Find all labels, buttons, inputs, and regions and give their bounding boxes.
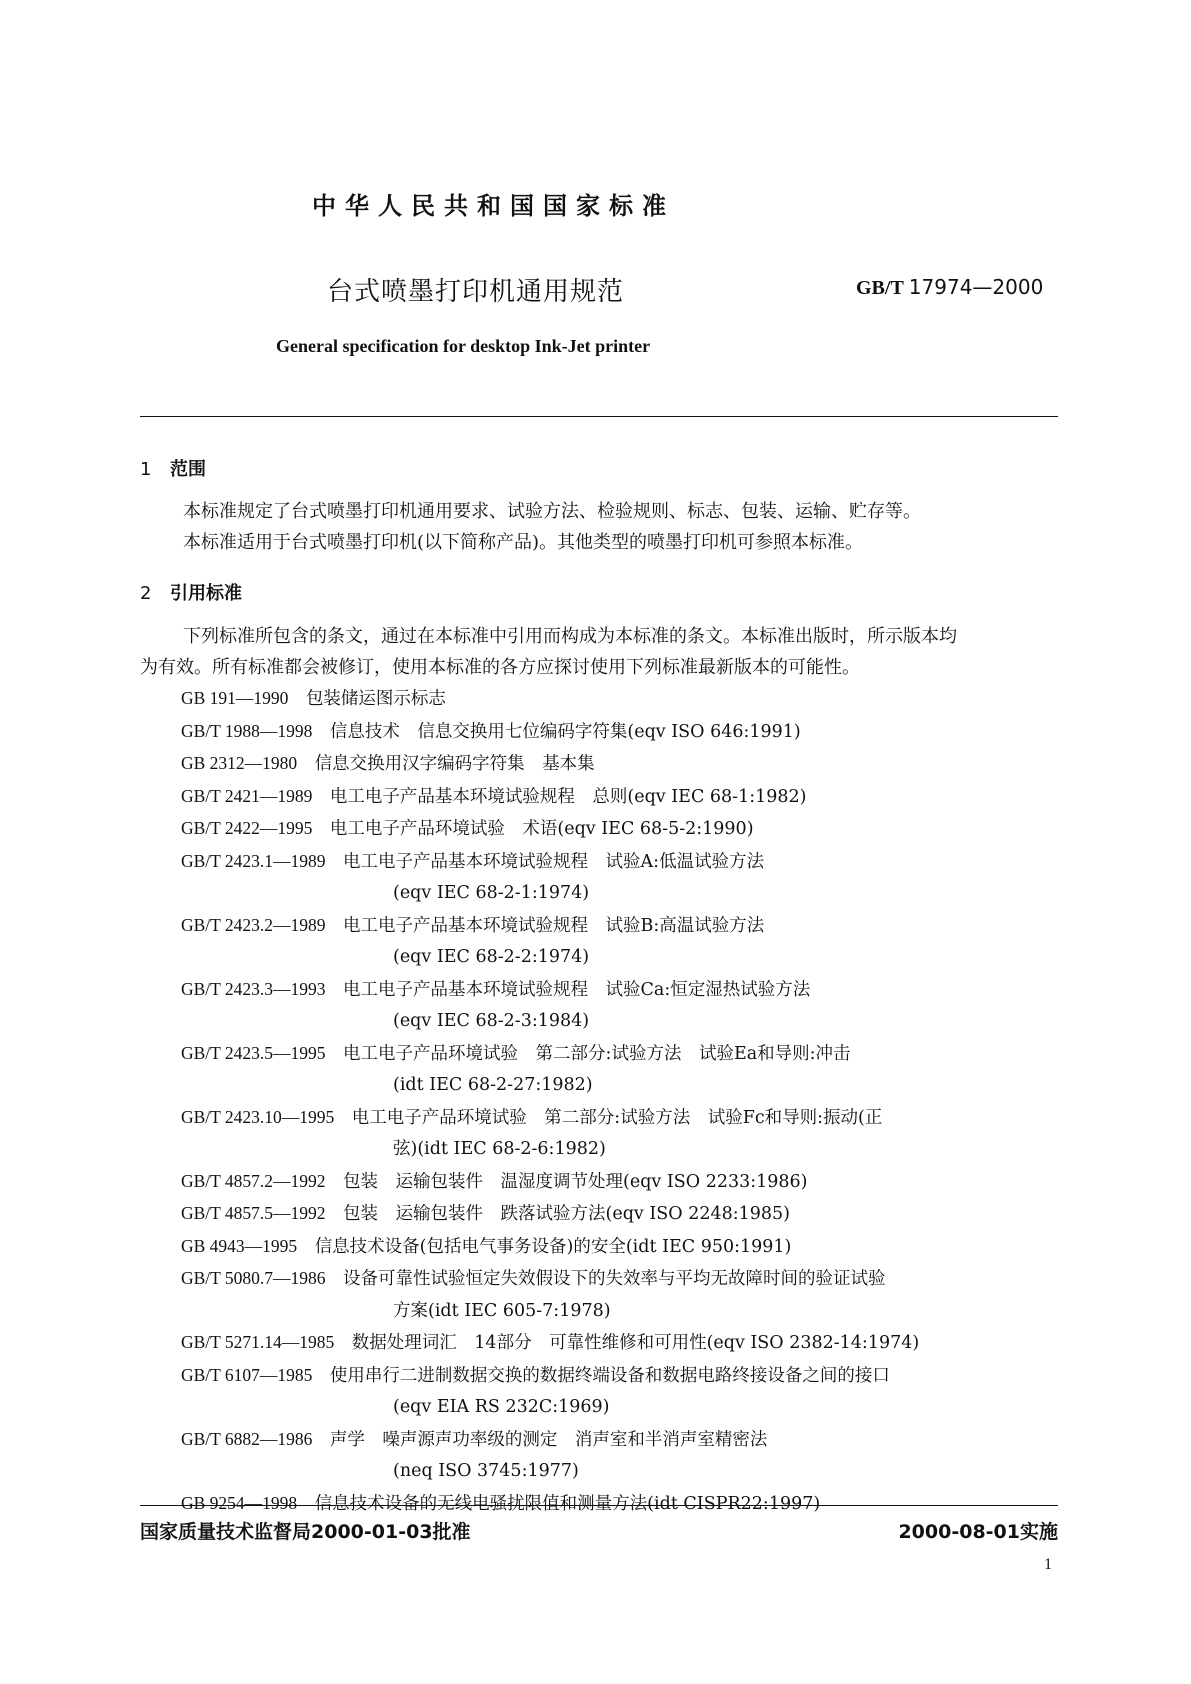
reference-code: GB/T 4857.5—1992 [181, 1203, 326, 1223]
page-number: 1 [1044, 1556, 1052, 1573]
reference-code: GB 191—1990 [181, 688, 289, 708]
reference-title: 信息技术设备(包括电气事务设备)的安全(idt IEC 950:1991) [314, 1236, 792, 1257]
reference-item [181, 910, 1061, 974]
reference-code: GB/T 4857.2—1992 [181, 1170, 326, 1191]
reference-item [181, 1231, 1061, 1264]
reference-code: GB/T 2423.2—1989 [181, 914, 326, 935]
reference-item [181, 1198, 1061, 1231]
section-1-paragraph: 本标准适用于台式喷墨打印机(以下简称产品)。其他类型的喷墨打印机可参照本标准。 [183, 532, 864, 553]
reference-code: GB/T 5271.14—1985 [181, 1332, 335, 1352]
reference-code: GB/T 5080.7—1986 [181, 1268, 326, 1288]
reference-item [181, 1263, 1061, 1327]
reference-list [181, 683, 1061, 1520]
header-divider [140, 416, 1058, 417]
reference-item [181, 781, 1061, 814]
reference-continuation: (neq ISO 3745:1977) [393, 1461, 579, 1481]
reference-item [181, 1166, 1061, 1199]
reference-item [181, 1327, 1061, 1360]
reference-title: 信息技术 信息交换用七位编码字符集(eqv ISO 646:1991) [329, 721, 801, 742]
reference-continuation: 方案(idt IEC 605-7:1978) [393, 1300, 611, 1321]
section-number: 2 [140, 583, 152, 604]
reference-code: GB/T 1988—1998 [181, 720, 313, 741]
reference-code: GB/T 2423.3—1993 [181, 978, 326, 999]
reference-code: GB/T 2422—1995 [181, 818, 313, 838]
reference-title: 声学 噪声源声功率级的测定 消声室和半消声室精密法 [329, 1429, 768, 1450]
reference-continuation: (eqv EIA RS 232C:1969) [393, 1397, 610, 1417]
section-title: 范围 [170, 459, 206, 480]
reference-code: GB/T 6882—1986 [181, 1428, 313, 1449]
reference-code: GB/T 2423.10—1995 [181, 1106, 335, 1127]
reference-title: 信息技术设备的无线电骚扰限值和测量方法(idt CISPR22:1997) [314, 1493, 821, 1514]
reference-continuation: (idt IEC 68-2-27:1982) [393, 1075, 593, 1095]
reference-item [181, 1424, 1061, 1488]
standard-number [856, 275, 1043, 300]
effective-date: 2000-08-01实施 [898, 1521, 1058, 1543]
reference-title: 电工电子产品环境试验 第二部分:试验方法 试验Ea和导则:冲击 [343, 1043, 851, 1064]
reference-continuation: (eqv IEC 68-2-3:1984) [393, 1011, 590, 1031]
reference-item [181, 813, 1061, 846]
section-number: 1 [140, 459, 152, 480]
approval-date: 国家质量技术监督局2000-01-03批准 [140, 1521, 471, 1543]
reference-title: 电工电子产品基本环境试验规程 总则(eqv IEC 68-1:1982) [329, 786, 807, 807]
section-title: 引用标准 [170, 583, 242, 604]
standard-code: 17974—2000 [908, 275, 1044, 299]
national-standard-title: 中华人民共和国国家标准 [312, 192, 675, 220]
reference-item [181, 974, 1061, 1038]
section-1-heading [140, 455, 206, 481]
section-2-heading [140, 579, 242, 605]
section-2-intro: 下列标准所包含的条文，通过在本标准中引用而构成为本标准的条文。本标准出版时，所示版本均 [183, 626, 957, 647]
reference-continuation: (eqv IEC 68-2-2:1974) [393, 947, 590, 967]
reference-title: 数据处理词汇 14部分 可靠性维修和可用性(eqv ISO 2382-14:1974) [351, 1333, 920, 1353]
reference-title: 电工电子产品环境试验 术语(eqv IEC 68-5-2:1990) [329, 819, 754, 839]
reference-title: 电工电子产品基本环境试验规程 试验B:高温试验方法 [343, 915, 765, 936]
reference-code: GB 4943—1995 [181, 1235, 298, 1256]
reference-code: GB/T 6107—1985 [181, 1364, 313, 1385]
reference-item [181, 1102, 1061, 1166]
section-2-intro: 为有效。所有标准都会被修订，使用本标准的各方应探讨使用下列标准最新版本的可能性。 [140, 657, 860, 678]
english-title: General specification for desktop Ink-Jet printer [276, 336, 651, 356]
document-title: 台式喷墨打印机通用规范 [327, 277, 625, 307]
reference-title: 电工电子产品环境试验 第二部分:试验方法 试验Fc和导则:振动(正 [351, 1107, 883, 1128]
reference-item [181, 846, 1061, 910]
reference-item [181, 683, 1061, 716]
reference-title: 包装 运输包装件 跌落试验方法(eqv ISO 2248:1985) [343, 1204, 790, 1224]
reference-title: 包装 运输包装件 温湿度调节处理(eqv ISO 2233:1986) [343, 1171, 808, 1192]
reference-item [181, 1360, 1061, 1424]
reference-item [181, 716, 1061, 749]
reference-title: 包装储运图示标志 [305, 689, 446, 709]
footer-divider [140, 1505, 1058, 1506]
section-1-paragraph: 本标准规定了台式喷墨打印机通用要求、试验方法、检验规则、标志、包装、运输、贮存等。 [183, 501, 921, 522]
reference-item [181, 748, 1061, 781]
reference-code: GB/T 2423.1—1989 [181, 850, 326, 871]
reference-title: 信息交换用汉字编码字符集 基本集 [314, 754, 595, 774]
reference-title: 使用串行二进制数据交换的数据终端设备和数据电路终接设备之间的接口 [329, 1365, 890, 1386]
reference-code: GB/T 2421—1989 [181, 785, 313, 806]
standard-prefix: GB/T [856, 277, 904, 299]
reference-code: GB 9254—1998 [181, 1492, 298, 1513]
reference-code: GB 2312—1980 [181, 753, 298, 773]
reference-continuation: 弦)(idt IEC 68-2-6:1982) [393, 1139, 606, 1159]
reference-code: GB/T 2423.5—1995 [181, 1042, 326, 1063]
reference-item [181, 1038, 1061, 1102]
reference-title: 设备可靠性试验恒定失效假设下的失效率与平均无故障时间的验证试验 [343, 1269, 886, 1289]
reference-title: 电工电子产品基本环境试验规程 试验Ca:恒定湿热试验方法 [343, 979, 811, 1000]
reference-item [181, 1488, 1061, 1521]
reference-continuation: (eqv IEC 68-2-1:1974) [393, 883, 590, 903]
reference-title: 电工电子产品基本环境试验规程 试验A:低温试验方法 [343, 851, 765, 872]
